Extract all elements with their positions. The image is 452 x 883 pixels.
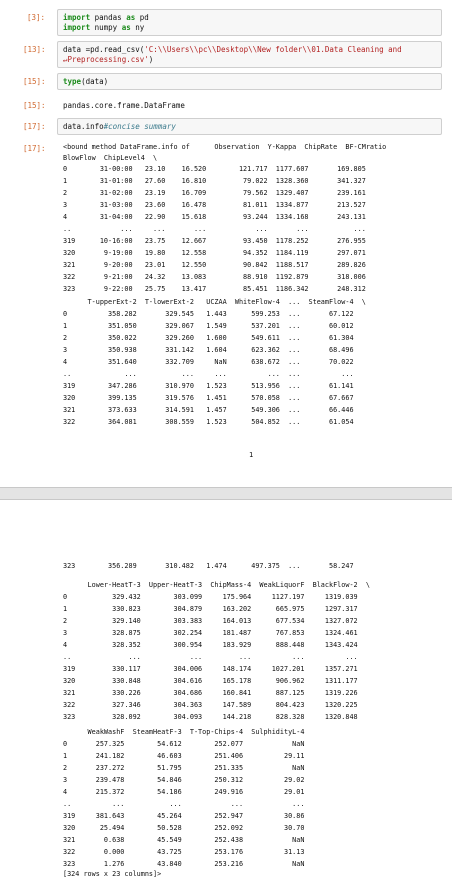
dataframe-row: 0 31-00:00 23.10 16.520 121.717 1177.607 169.805 xyxy=(63,165,366,173)
input-prompt: [13]: xyxy=(23,45,46,54)
output-line: <bound method DataFrame.info of Observation Y-Kappa ChipRate BF-CMratio xyxy=(63,143,387,151)
dataframe-row: 323 1.276 43.840 253.216 NaN xyxy=(63,860,305,868)
dataframe-row: 1 330.823 304.879 163.202 665.975 1297.317 xyxy=(63,605,358,613)
output-line: 323 356.289 310.482 1.474 497.375 ... 58.247 xyxy=(63,562,354,570)
dataframe-row: 319 330.117 304.006 148.174 1027.201 1357.271 xyxy=(63,665,358,673)
dataframe-row: 1 351.050 329.067 1.549 537.201 ... 60.012 xyxy=(63,322,354,330)
code-line: data =pd.read_csv('C:\\Users\\pc\\Desktop\\New folder\\01.Data Cleaning and xyxy=(63,45,402,54)
dataframe-row: .. ... ... ... ... ... ... xyxy=(63,225,366,233)
input-prompt: [17]: xyxy=(23,122,46,131)
dataframe-row: 0 329.432 303.099 175.964 1127.197 1319.039 xyxy=(63,593,358,601)
output-prompt: [17]: xyxy=(23,144,46,153)
input-prompt: [3]: xyxy=(27,13,46,22)
output-line: BlowFlow ChipLevel4 \ xyxy=(63,154,158,162)
dataframe-row: 1 31-01:00 27.60 16.810 79.022 1328.360 341.327 xyxy=(63,177,366,185)
dataframe-row: 4 31-04:00 22.90 15.618 93.244 1334.168 243.131 xyxy=(63,213,366,221)
code-cell[interactable] xyxy=(57,73,442,90)
dataframe-row: 3 328.875 302.254 181.487 767.853 1324.461 xyxy=(63,629,358,637)
dataframe-row: 2 350.022 329.260 1.600 549.611 ... 61.304 xyxy=(63,334,354,342)
code-line: type(data) xyxy=(63,77,109,86)
output-text: pandas.core.frame.DataFrame xyxy=(63,101,185,110)
code-cell[interactable] xyxy=(57,9,442,36)
page-separator xyxy=(0,487,452,500)
dataframe-row: 2 31-02:00 23.19 16.709 79.562 1329.407 239.161 xyxy=(63,189,366,197)
dataframe-row: 3 31-03:00 23.60 16.478 81.011 1334.877 213.527 xyxy=(63,201,366,209)
dataframe-row: 323 328.092 304.093 144.218 828.328 1320.848 xyxy=(63,713,358,721)
dataframe-row: 319 347.286 310.970 1.523 513.956 ... 61.141 xyxy=(63,382,354,390)
output-header: WeakWashF SteamHeatF-3 T-Top-Chips-4 SulphidityL-4 xyxy=(63,728,305,736)
dataframe-row: 323 9-22:00 25.75 13.417 85.451 1186.342 248.312 xyxy=(63,285,366,293)
dataframe-row: 319 10-16:00 23.75 12.667 93.450 1178.252 276.955 xyxy=(63,237,366,245)
wrap-mark-icon: ↵ xyxy=(63,55,68,64)
dataframe-row: 322 0.000 43.725 253.176 31.13 xyxy=(63,848,305,856)
code-cell[interactable] xyxy=(57,118,442,135)
dataframe-row: 321 9-20:00 23.01 12.550 90.842 1188.517 289.826 xyxy=(63,261,366,269)
dataframe-row: 4 351.640 332.709 NaN 638.672 ... 70.022 xyxy=(63,358,354,366)
dataframe-row: 320 330.848 304.616 165.178 906.962 1311.177 xyxy=(63,677,358,685)
dataframe-row: 3 239.478 54.846 250.312 29.02 xyxy=(63,776,305,784)
dataframe-row: 319 381.643 45.264 252.947 30.86 xyxy=(63,812,305,820)
dataframe-row: 0 358.282 329.545 1.443 599.253 ... 67.122 xyxy=(63,310,354,318)
dataframe-row: 2 329.140 303.383 164.013 677.534 1327.072 xyxy=(63,617,358,625)
dataframe-row: 321 0.638 45.549 252.438 NaN xyxy=(63,836,305,844)
output-header: Lower-HeatT-3 Upper-HeatT-3 ChipMass-4 WeakLiquorF BlackFlow-2 \ xyxy=(63,581,370,589)
dataframe-row: 3 350.938 331.142 1.604 623.362 ... 68.496 xyxy=(63,346,354,354)
code-cell[interactable] xyxy=(57,41,442,68)
dataframe-row: 322 327.346 304.363 147.589 804.423 1320.225 xyxy=(63,701,358,709)
dataframe-row: 321 373.633 314.591 1.457 549.306 ... 66.446 xyxy=(63,406,354,414)
code-line: ↵Preprocessing.csv') xyxy=(63,55,154,64)
dataframe-row: 2 237.272 51.795 251.335 NaN xyxy=(63,764,305,772)
dataframe-row: .. ... ... ... ... ... xyxy=(63,653,358,661)
dataframe-row: 320 25.494 50.528 252.092 30.70 xyxy=(63,824,305,832)
output-footer: [324 rows x 23 columns]> xyxy=(63,870,162,878)
dataframe-row: 320 399.135 319.576 1.451 570.058 ... 67.667 xyxy=(63,394,354,402)
input-prompt: [15]: xyxy=(23,77,46,86)
code-line: import pandas as pd xyxy=(63,13,149,22)
dataframe-row: 321 330.226 304.686 160.841 887.125 1319.226 xyxy=(63,689,358,697)
dataframe-row: 4 215.372 54.186 249.916 29.01 xyxy=(63,788,305,796)
dataframe-row: 322 364.081 308.559 1.523 504.852 ... 61.054 xyxy=(63,418,354,426)
page-number: 1 xyxy=(249,451,254,459)
code-line: import numpy as ny xyxy=(63,23,145,32)
output-header: T-upperExt-2 T-lowerExt-2 UCZAA WhiteFlow-4 ... SteamFlow-4 \ xyxy=(63,298,366,306)
dataframe-row: 4 328.352 300.954 183.929 888.448 1343.424 xyxy=(63,641,358,649)
dataframe-row: .. ... ... ... ... xyxy=(63,800,305,808)
dataframe-row: 1 241.182 46.603 251.406 29.11 xyxy=(63,752,305,760)
code-line: data.info#concise summary xyxy=(63,122,176,131)
dataframe-row: 0 257.325 54.612 252.077 NaN xyxy=(63,740,305,748)
dataframe-row: .. ... ... ... ... ... ... xyxy=(63,370,354,378)
dataframe-row: 322 9-21:00 24.32 13.083 88.910 1192.879 318.006 xyxy=(63,273,366,281)
output-prompt: [15]: xyxy=(23,101,46,110)
dataframe-row: 320 9-19:00 19.80 12.558 94.352 1184.119 297.071 xyxy=(63,249,366,257)
